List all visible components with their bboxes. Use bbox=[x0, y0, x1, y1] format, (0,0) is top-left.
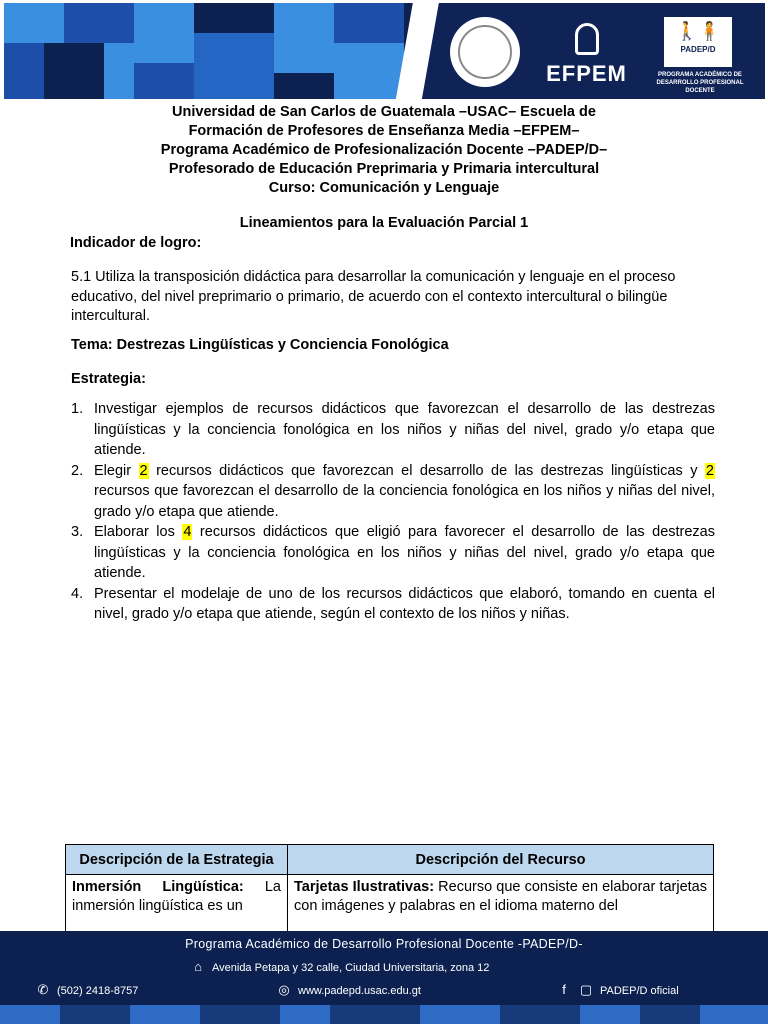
usac-seal-icon bbox=[450, 17, 520, 87]
title-line: Programa Académico de Profesionalización Docente –PADEP/D– bbox=[160, 142, 608, 158]
document-title bbox=[0, 103, 768, 198]
footer-address-text: Avenida Petapa y 32 calle, Ciudad Universitaria, zona 12 bbox=[212, 962, 490, 974]
footer-social[interactable] bbox=[556, 982, 679, 998]
stripe-block bbox=[580, 1005, 640, 1024]
strategy-list bbox=[71, 399, 715, 625]
banner-block bbox=[274, 73, 334, 99]
banner-block bbox=[4, 3, 64, 43]
banner-block bbox=[4, 43, 44, 99]
location-pin-icon: ⌂ bbox=[194, 959, 202, 974]
indicator-text: 5.1 Utiliza la transposición didáctica para desarrollar la comunicación y lenguaje en el proceso educativo, del nivel preprimario o primario, de acuerdo con el contexto intercultural o bilingüe intercultural. bbox=[71, 269, 676, 324]
banner-block bbox=[134, 3, 194, 63]
footer-phone-text: (502) 2418-8757 bbox=[57, 985, 139, 997]
table-header: Descripción de la Estrategia bbox=[66, 845, 288, 875]
footer-phone bbox=[35, 982, 138, 998]
padep-logo bbox=[664, 17, 732, 67]
efpem-mark-icon bbox=[575, 23, 599, 55]
banner-block bbox=[194, 3, 274, 33]
footer-website[interactable] bbox=[276, 982, 421, 998]
topic-heading: Tema: Destrezas Lingüísticas y Conciencia Fonológica bbox=[71, 337, 449, 353]
footer-social-text: PADEP/D oficial bbox=[600, 985, 679, 997]
header-banner bbox=[4, 3, 765, 99]
efpem-logo bbox=[534, 23, 639, 93]
banner-block bbox=[104, 43, 134, 99]
banner-block bbox=[334, 3, 404, 43]
banner-block bbox=[64, 3, 134, 43]
cell-term: Inmersión Lingüística: bbox=[72, 879, 244, 895]
title-line: Curso: Comunicación y Lenguaje bbox=[268, 180, 500, 196]
stripe-block bbox=[280, 1005, 330, 1024]
phone-icon: ✆ bbox=[37, 982, 49, 997]
cell-text: La inmersión lingüística es un bbox=[72, 879, 281, 914]
list-item-text: recursos didácticos que favorezcan el desarrollo de las destrezas lingüísticas y bbox=[148, 462, 705, 479]
efpem-logo-text: EFPEM bbox=[546, 61, 627, 86]
footer-website-text[interactable]: www.padepd.usac.edu.gt bbox=[298, 985, 421, 997]
banner-block bbox=[134, 63, 194, 99]
stripe-block bbox=[0, 1005, 60, 1024]
instagram-icon[interactable]: ▢ bbox=[579, 982, 593, 997]
strategy-heading: Estrategia: bbox=[71, 371, 146, 387]
page-footer bbox=[0, 931, 768, 1024]
banner-block bbox=[44, 43, 104, 99]
banner-block bbox=[274, 3, 334, 73]
indicator-heading: Indicador de logro: bbox=[70, 235, 202, 251]
list-number: 3. bbox=[71, 524, 84, 540]
table-header-row bbox=[66, 845, 714, 875]
table-header: Descripción del Recurso bbox=[288, 845, 714, 875]
list-item bbox=[71, 399, 715, 461]
stripe-block bbox=[130, 1005, 200, 1024]
footer-address bbox=[190, 959, 489, 974]
footer-stripe bbox=[0, 1005, 768, 1024]
highlighted-number: 2 bbox=[705, 462, 714, 479]
list-number: 4. bbox=[71, 585, 84, 602]
banner-block bbox=[194, 33, 274, 99]
list-item-text: recursos que favorezcan el desarrollo de la conciencia fonológica en los niños y niñas del nivel, grado y/o etapa que atiende. bbox=[94, 483, 715, 520]
list-item bbox=[71, 584, 715, 625]
title-line: Universidad de San Carlos de Guatemala –USAC– Escuela de bbox=[172, 104, 596, 120]
title-line: Formación de Profesores de Enseñanza Media –EFPEM– bbox=[188, 123, 580, 139]
globe-icon: ◎ bbox=[278, 982, 290, 997]
list-item bbox=[71, 522, 715, 584]
list-item bbox=[71, 461, 715, 523]
stripe-block bbox=[700, 1005, 768, 1024]
list-number: 1. bbox=[71, 401, 84, 417]
cell-text: Recurso que consiste en elaborar tarjetas con imágenes y palabras en el idioma materno del bbox=[294, 879, 707, 914]
facebook-icon[interactable]: f bbox=[562, 982, 566, 997]
list-item-text: Investigar ejemplos de recursos didácticos que favorezcan el desarrollo de las destrezas lingüísticas y la conciencia fonológica en los niños y niñas del nivel, grado y/o etapa que atiende. bbox=[94, 401, 715, 458]
list-item-text: Elaborar los bbox=[94, 524, 183, 540]
list-item-text: recursos didácticos que eligió para favorecer el desarrollo de las destrezas lingüísticas y la conciencia fonológica en los niños y niñas del nivel, grado y/o etapa que atiende. bbox=[94, 524, 715, 581]
highlighted-number: 2 bbox=[139, 462, 148, 479]
document-subtitle: Lineamientos para la Evaluación Parcial 1 bbox=[239, 215, 529, 231]
stripe-block bbox=[420, 1005, 500, 1024]
padep-logo-text: PADEP/D bbox=[680, 45, 716, 54]
list-item-text: Presentar el modelaje de uno de los recursos didácticos que elaboró, tomando en cuenta el nivel, grado y/o etapa que atiende, según el contexto de los niños y niñas. bbox=[94, 585, 715, 622]
highlighted-number: 4 bbox=[183, 524, 192, 540]
list-number: 2. bbox=[71, 462, 84, 479]
padep-logo-subtext: PROGRAMA ACADÉMICO DE DESARROLLO PROFESIONAL DOCENTE bbox=[656, 72, 744, 94]
footer-title: Programa Académico de Desarrollo Profesional Docente -PADEP/D- bbox=[185, 937, 583, 951]
list-item-text: Elegir bbox=[94, 462, 139, 479]
cell-term: Tarjetas Ilustrativas: bbox=[294, 879, 435, 895]
banner-block bbox=[334, 43, 404, 99]
title-line: Profesorado de Educación Preprimaria y Primaria intercultural bbox=[168, 161, 600, 177]
people-icon: 🚶🧍 bbox=[675, 21, 721, 41]
